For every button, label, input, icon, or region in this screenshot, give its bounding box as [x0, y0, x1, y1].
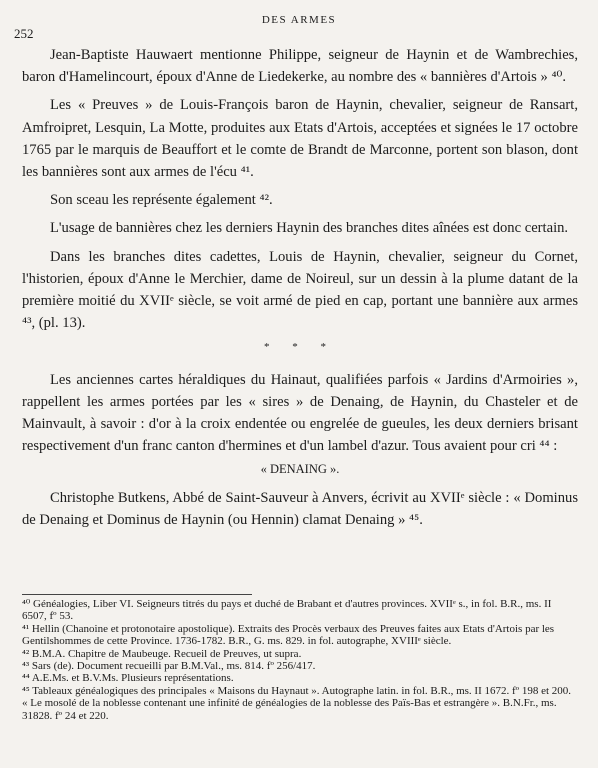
paragraph-butkens: Christophe Butkens, Abbé de Saint-Sauveur à Anvers, écrivit au XVIIᵉ siècle : « Dominus de Denaing et Dominus de Haynin (ou Hennin) clamat Denaing » ⁴⁵. [22, 489, 578, 528]
paragraph-cartes: Les anciennes cartes héraldiques du Hainaut, qualifiées parfois « Jardins d'Armoiries », rappellent les armes portées par les « sires » de Denaing, de Haynin, du Chasteler et de Mainvault, à savoir : d'or à la croix endentée ou engrelée de gueules, les deux derniers brisant respectivement d'un franc canton d'hermines et d'un lambel d'azur. Tous avaient pour cri ⁴⁴ : [22, 371, 578, 455]
footnote-41: ⁴¹ Hellin (Chanoine et protonotaire apostolique). Extraits des Procès verbaux des Preuves faites aux Etats d'Artois par les Gentilshommes de cette Province. 1736-1782. B.R., G. ms. 829. in fol. autographe, XVIIIᵉ siècle. [22, 622, 555, 648]
paragraph-usage: L'usage de bannières chez les derniers Haynin des branches dites aînées est donc certain. [50, 220, 569, 237]
footnote-40: ⁴⁰ Généalogies, Liber VI. Seigneurs titrés du pays et duché de Brabant et d'autres provinces. XVIIᵉ s., in fol. B.R., ms. II 6507, fº 53. [22, 598, 552, 623]
battle-cry: « DENAING ». [260, 462, 340, 477]
footnote-45-continued: « Le mosolé de la noblesse contenant une infinité de généalogies de la noblesse des Païs-Bas et estrangère ». B.N.Fr., ms. 31828. fº 24 et 220. [22, 697, 557, 722]
footnote-44: ⁴⁴ A.E.Ms. et B.V.Ms. Plusieurs représentations. [22, 672, 234, 685]
paragraph-sceau: Son sceau les représente également ⁴². [50, 192, 273, 209]
footnote-43: ⁴³ Sars (de). Document recueilli par B.M.Val., ms. 814. fº 256/417. [22, 660, 316, 673]
section-separator: * * * [264, 341, 336, 354]
paragraph-hauwaert: Jean-Baptiste Hauwaert mentionne Philippe, seigneur de Haynin et de Wambrechies, baron d'Hamelincourt, époux d'Anne de Liedekerke, au nombre des « bannières d'Artois » ⁴⁰. [22, 47, 578, 86]
page-number: 252 [14, 26, 34, 41]
footnote-42: ⁴² B.M.A. Chapitre de Maubeuge. Recueil de Preuves, ut supra. [22, 647, 302, 660]
footnote-divider [22, 594, 252, 595]
main-text [22, 44, 578, 537]
footnote-45: ⁴⁵ Tableaux généalogiques des principales « Maisons du Haynaut ». Autographe latin. in fol. B.R., ms. II 1672. fº 198 et 200. [22, 684, 572, 697]
running-title: DES ARMES [261, 14, 337, 26]
paragraph-cadettes: Dans les branches dites cadettes, Louis de Haynin, chevalier, seigneur du Cornet, l'historien, époux d'Anne le Merchier, dame de Noireul, sur un dessin à la plume datant de la première moitié du XVIIᵉ siècle, se voit armé de pied en cap, portant une bannière aux armes ⁴³, (pl. 13). [22, 248, 578, 332]
footnotes [22, 598, 578, 722]
paragraph-preuves: Les « Preuves » de Louis-François baron de Haynin, chevalier, seigneur de Ransart, Amfroipret, Lesquin, La Motte, produites aux Etats d'Artois, acceptées et signées le 17 octobre 1765 par le marquis de Beauffort et le comte de Brandt de Marconne, portent son blason, dont les bannières sont aux armes de l'écu ⁴¹. [22, 97, 578, 181]
